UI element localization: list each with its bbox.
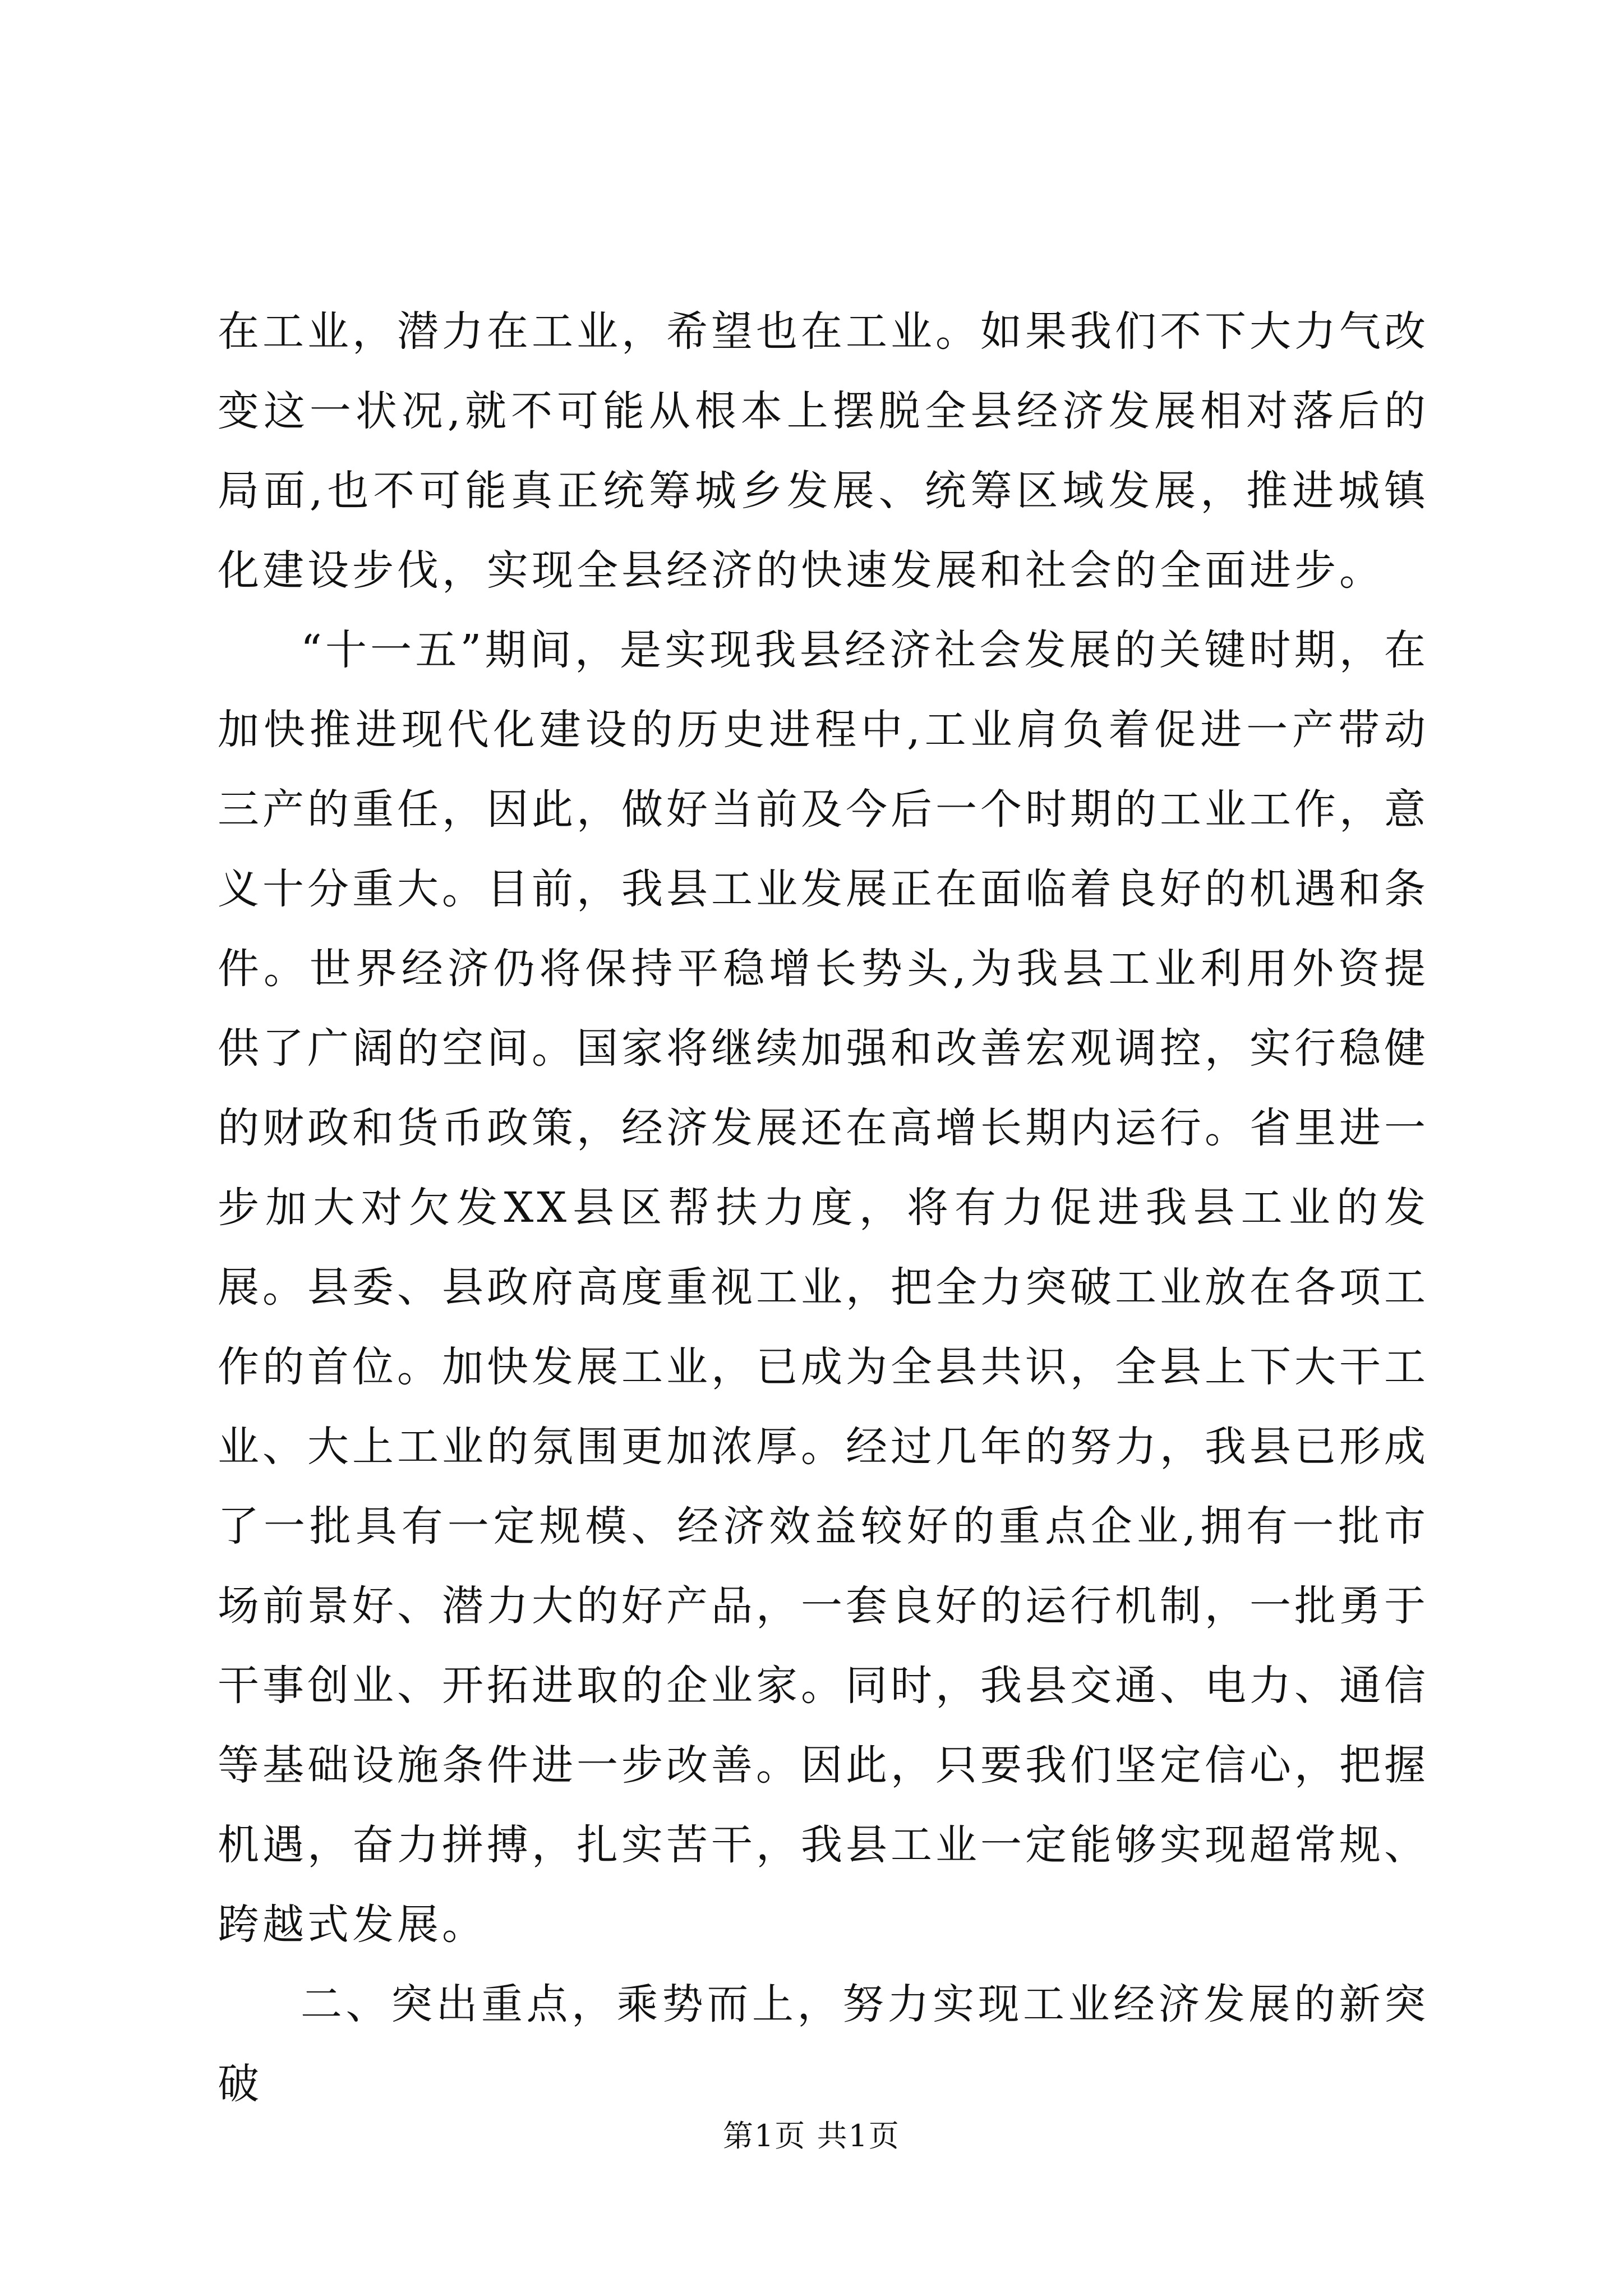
document-body bbox=[218, 292, 1429, 2124]
paragraph-1: 在工业，潜力在工业，希望也在工业。如果我们不下大力气改变这一状况,就不可能从根本上摆脱全县经济发展相对落后的局面,也不可能真正统筹城乡发展、统筹区域发展，推进城镇化建设步伐，实现全县经济的快速发展和社会的全面进步。 bbox=[218, 307, 1429, 595]
paragraph-2: “十一五”期间，是实现我县经济社会发展的关键时期，在加快推进现代化建设的历史进程中,工业肩负着促进一产带动三产的重任，因此，做好当前及今后一个时期的工业工作，意义十分重大。目前，我县工业发展正在面临着良好的机遇和条件。世界经济仍将保持平稳增长势头,为我县工业利用外资提供了广阔的空间。国家将继续加强和改善宏观调控，实行稳健的财政和货币政策，经济发展还在高增长期内运行。省里进一步加大对欠发XX县区帮扶力度，将有力促进我县工业的发展。县委、县政府高度重视工业，把全力突破工业放在各项工作的首位。加快发展工业，已成为全县共识，全县上下大干工业、大上工业的氛围更加浓厚。经过几年的努力，我县已形成了一批具有一定规模、经济效益较好的重点企业,拥有一批市场前景好、潜力大的好产品，一套良好的运行机制，一批勇于干事创业、开拓进取的企业家。同时，我县交通、电力、通信等基础设施条件进一步改善。因此，只要我们坚定信心，把握机遇，奋力拼搏，扎实苦干，我县工业一定能够实现超常规、跨越式发展。 bbox=[218, 626, 1429, 1949]
section-heading: 二、突出重点，乘势而上，努力实现工业经济发展的新突破 bbox=[218, 1980, 1429, 2108]
page-footer: 第1页 共1页 bbox=[723, 2118, 900, 2154]
